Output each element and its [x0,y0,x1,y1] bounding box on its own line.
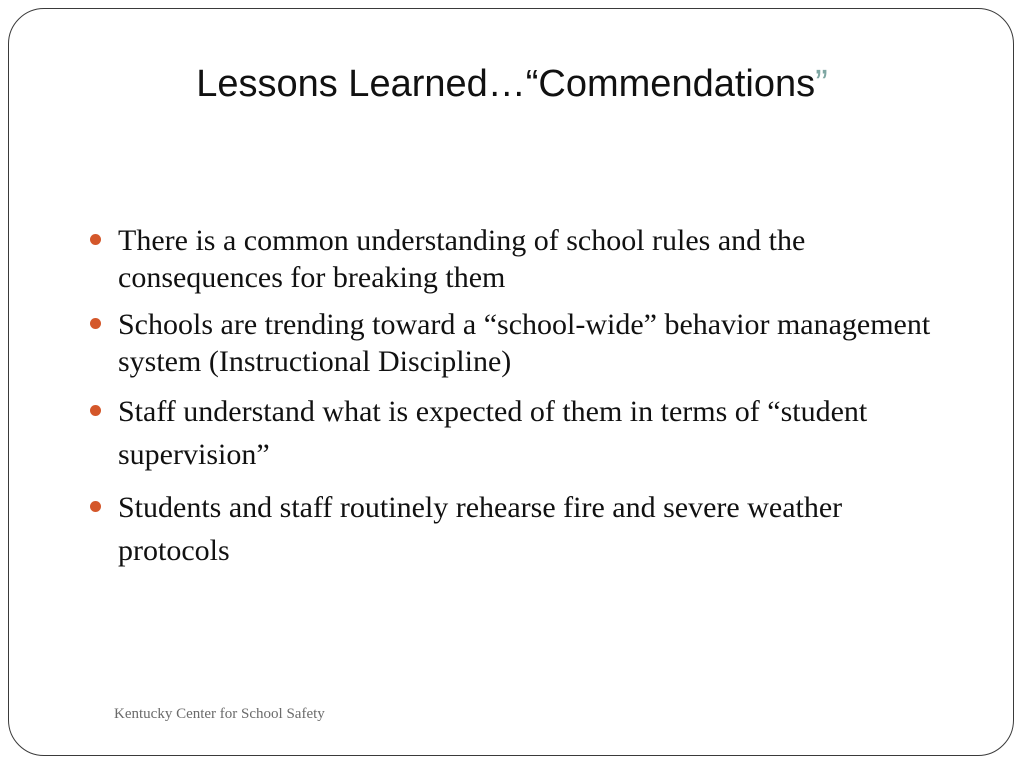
slide-title-end-quote: ” [815,63,828,105]
bullet-text: Schools are trending toward a “school-wide” behavior management system (Instructional Discipline) [118,308,931,378]
slide-title [0,60,1024,108]
bullet-item [88,306,948,380]
bullet-item [88,486,948,572]
bullet-dot-icon [90,405,101,416]
bullet-text: Students and staff routinely rehearse fire and severe weather protocols [118,491,843,567]
bullet-list [88,222,948,572]
slide-footer: Kentucky Center for School Safety [114,706,325,722]
slide-title-text: Lessons Learned…“Commendations [196,63,816,105]
bullet-text: Staff understand what is expected of them in terms of “student supervision” [118,395,868,471]
bullet-text: There is a common understanding of school rules and the consequences for breaking them [118,224,806,294]
bullet-dot-icon [90,501,101,512]
bullet-item [88,222,948,296]
bullet-dot-icon [90,318,101,329]
bullet-dot-icon [90,234,101,245]
bullet-item [88,390,948,476]
